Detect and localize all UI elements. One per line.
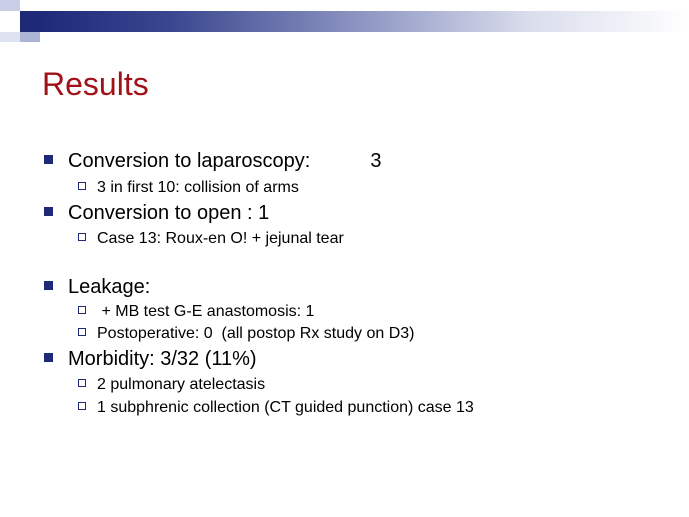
- hollow-square-bullet-icon: [78, 402, 86, 410]
- sub-bullet-item: [78, 179, 299, 197]
- square-bullet-icon: [44, 207, 53, 216]
- slide-title: Results: [42, 66, 149, 102]
- bullet-item: [44, 202, 269, 225]
- sub-bullet-text: 2 pulmonary atelectasis: [97, 376, 266, 393]
- bullet-item: [44, 348, 257, 371]
- hollow-square-bullet-icon: [78, 306, 86, 314]
- bullet-text: Morbidity: 3/32 (11%): [68, 348, 257, 370]
- bullet-item: [44, 150, 381, 173]
- hollow-square-bullet-icon: [78, 379, 86, 387]
- sub-bullet-item: [78, 303, 314, 321]
- sub-bullet-item: [78, 230, 344, 248]
- square-bullet-icon: [44, 353, 53, 362]
- sub-bullet-text: Postoperative: 0 (all postop Rx study on D3): [97, 325, 415, 342]
- sub-bullet-item: [78, 376, 265, 394]
- bullet-text: Leakage:: [68, 276, 151, 298]
- sub-bullet-text: 1 subphrenic collection (CT guided punction) case 13: [97, 399, 474, 416]
- hollow-square-bullet-icon: [78, 328, 86, 336]
- square-bullet-icon: [44, 155, 53, 164]
- sub-bullet-text: 3 in first 10: collision of arms: [97, 179, 299, 196]
- bullet-text: Conversion to laparoscopy:: [68, 150, 311, 172]
- bullet-value: 3: [370, 150, 382, 172]
- bullet-item: [44, 276, 150, 299]
- sub-bullet-item: [78, 325, 415, 343]
- sub-bullet-text: + MB test G-E anastomosis: 1: [97, 303, 315, 320]
- sub-bullet-item: [78, 399, 474, 417]
- hollow-square-bullet-icon: [78, 182, 86, 190]
- square-bullet-icon: [44, 281, 53, 290]
- sub-bullet-text: Case 13: Roux-en O! + jejunal tear: [97, 230, 344, 247]
- hollow-square-bullet-icon: [78, 233, 86, 241]
- bullet-text: Conversion to open : 1: [68, 202, 270, 224]
